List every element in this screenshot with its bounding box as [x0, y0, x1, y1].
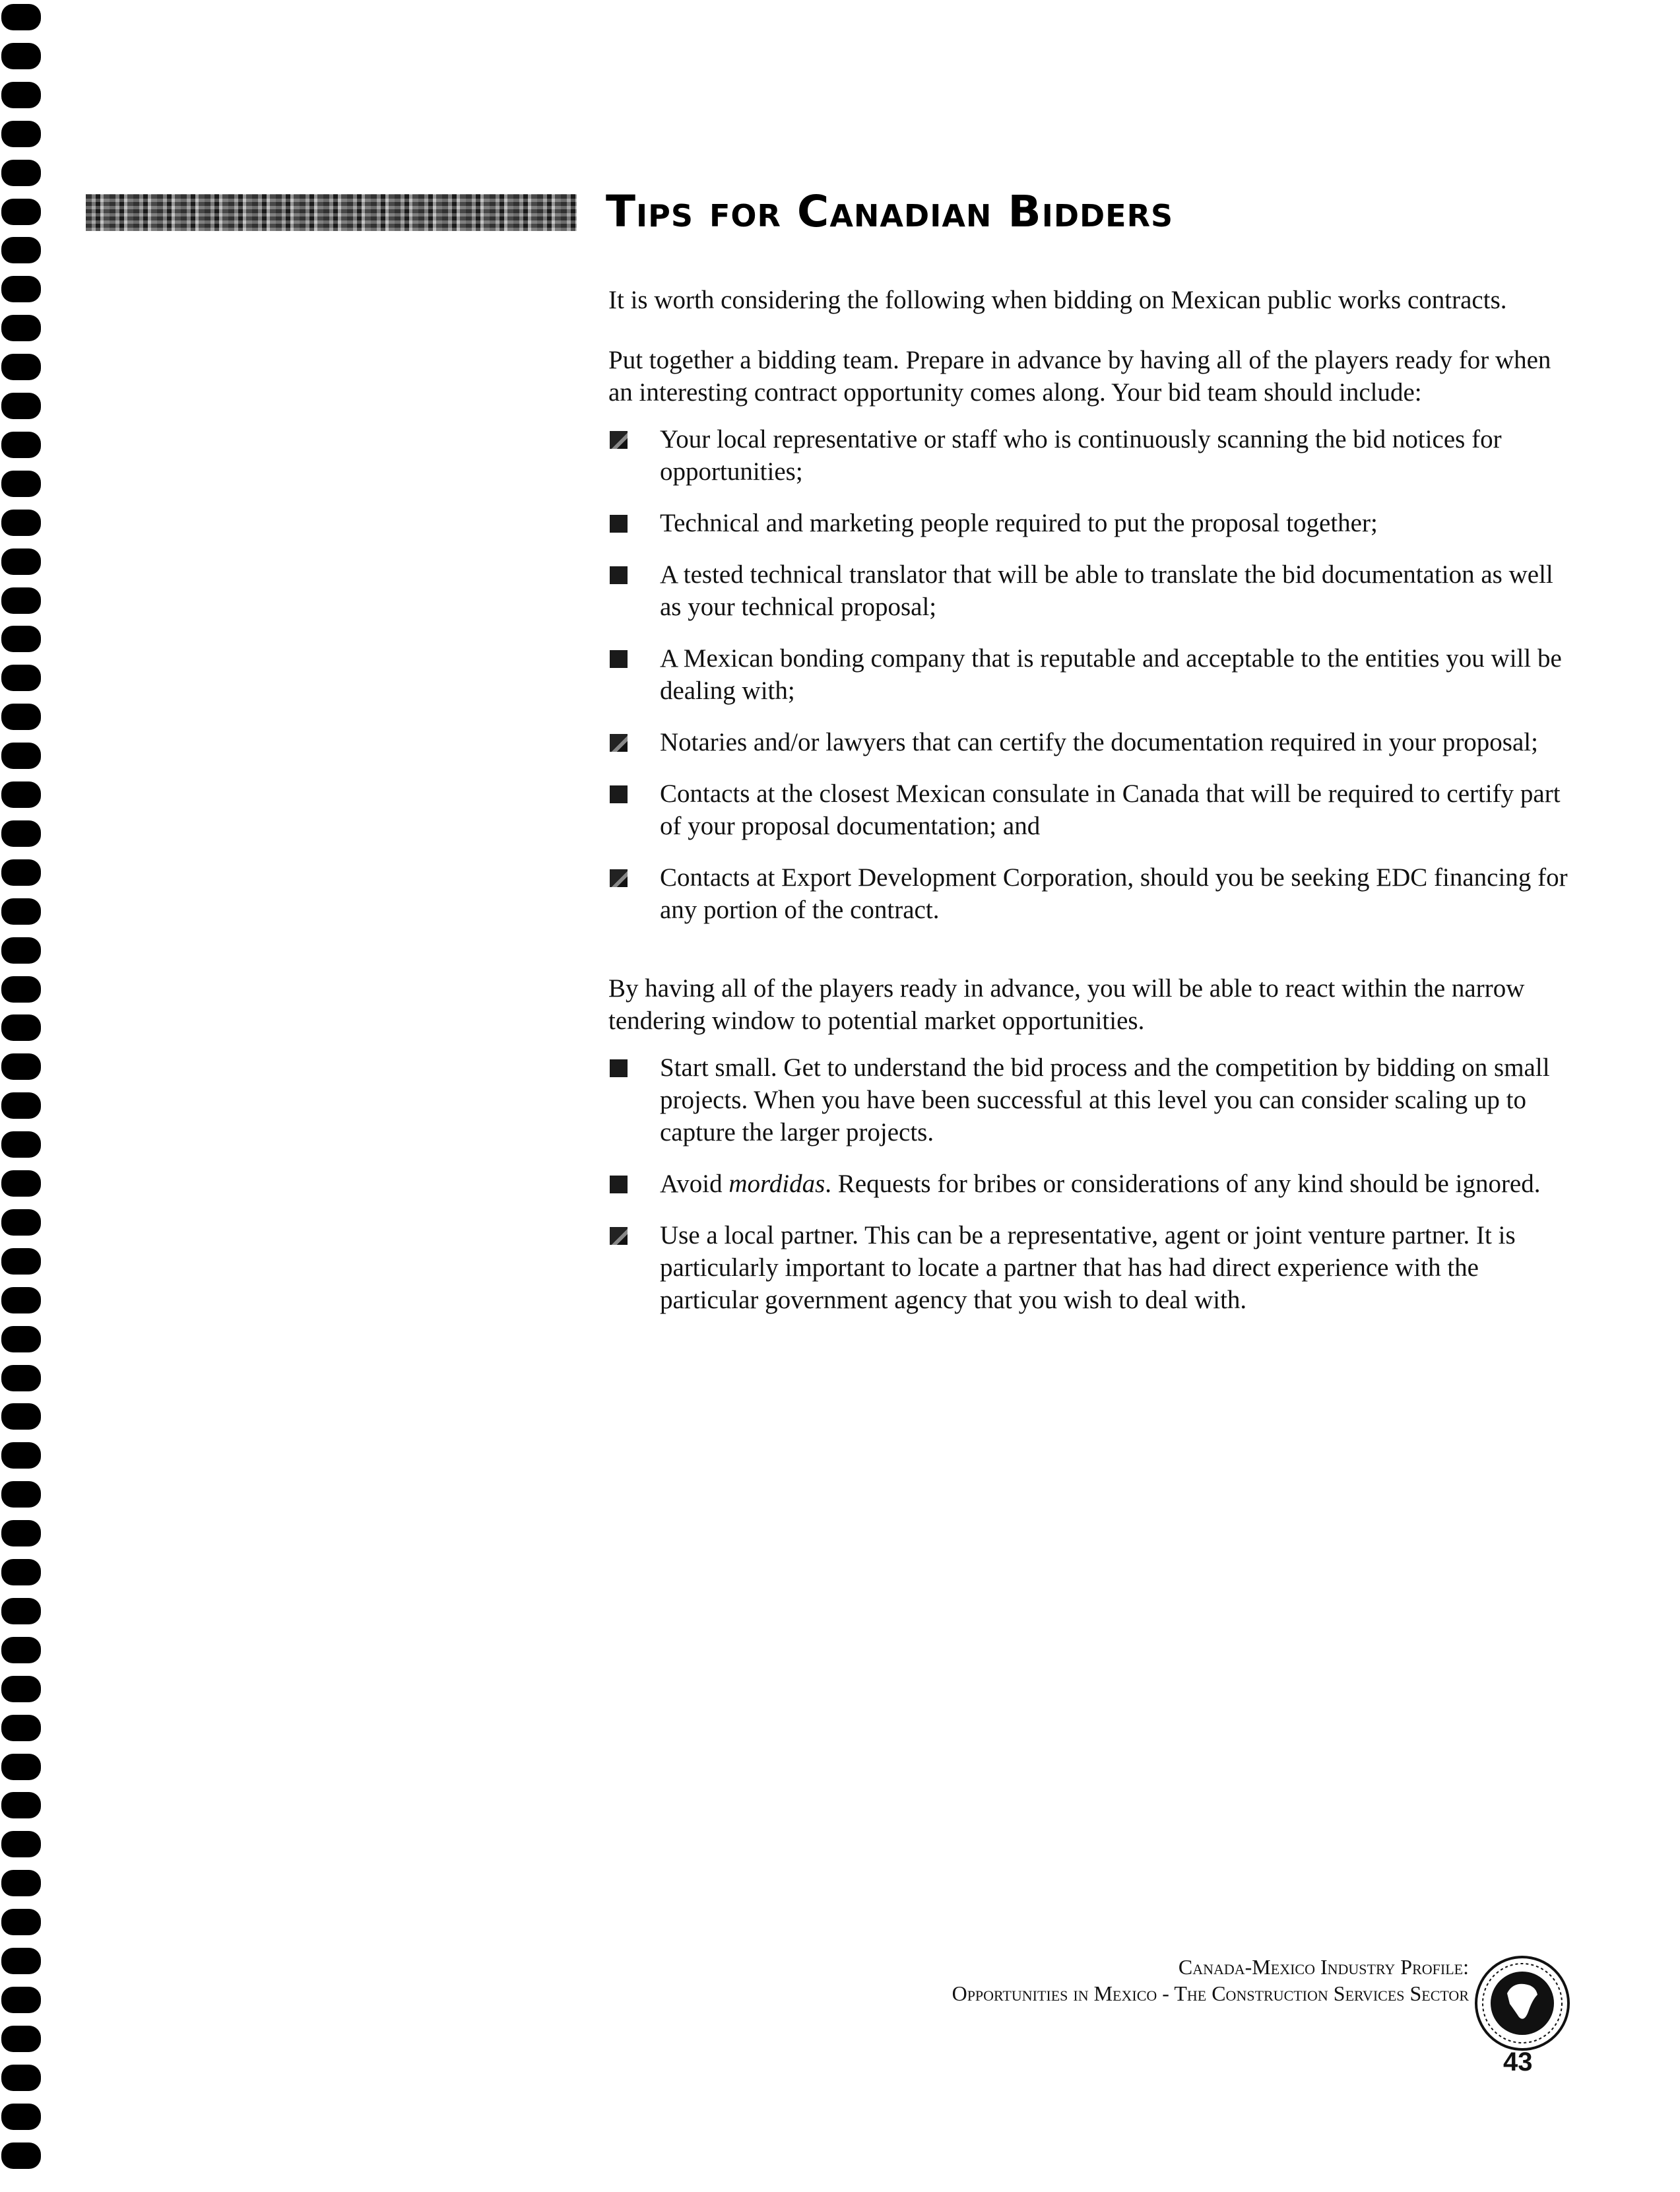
binding-hole	[1, 1754, 41, 1780]
list-item: Start small. Get to understand the bid process and the competition by bidding on small projects. When you have been successful at this level you can consider scaling up to capture the larger projects.	[608, 1051, 1578, 1148]
main-content	[608, 284, 1578, 1335]
tips-list	[608, 1051, 1578, 1316]
globe-seal-icon	[1473, 1954, 1572, 2053]
binding-hole	[1, 1403, 41, 1430]
binding-hole	[1, 626, 41, 652]
binding-hole	[1, 743, 41, 769]
binding-hole	[1, 1209, 41, 1236]
binding-hole	[1, 1170, 41, 1197]
binding-hole	[1, 199, 41, 225]
binding-hole	[1, 704, 41, 730]
list-item: Avoid mordidas. Requests for bribes or considerations of any kind should be ignored.	[608, 1168, 1578, 1200]
binding-hole	[1, 859, 41, 886]
square-bullet-icon	[610, 1176, 628, 1193]
binding-hole	[1, 237, 41, 263]
square-bullet-icon	[610, 650, 628, 668]
binding-hole	[1, 1715, 41, 1741]
binding-hole	[1, 1053, 41, 1080]
binding-hole	[1, 2104, 41, 2130]
binding-hole	[1, 1559, 41, 1585]
list-item: Notaries and/or lawyers that can certify the documentation required in your proposal;	[608, 726, 1578, 758]
binding-hole	[1, 1870, 41, 1896]
binding-hole	[1, 1131, 41, 1158]
list-item: A Mexican bonding company that is reputable and acceptable to the entities you will be dealing with;	[608, 642, 1578, 707]
page-number: 43	[1503, 2047, 1533, 2076]
binding-hole	[1, 1909, 41, 1935]
binding-hole	[1, 354, 41, 380]
square-bullet-icon	[610, 566, 628, 584]
binding-hole	[1, 587, 41, 614]
binding-hole	[1, 820, 41, 847]
square-bullet-icon	[610, 515, 628, 533]
binding-hole	[1, 471, 41, 497]
binding-hole	[1, 548, 41, 575]
binding-hole	[1, 43, 41, 69]
square-bullet-icon	[610, 1227, 628, 1245]
binding-hole	[1, 1948, 41, 1974]
list-item: Your local representative or staff who is continuously scanning the bid notices for opportunities;	[608, 423, 1578, 488]
page-title: Tips for Canadian Bidders	[606, 186, 1174, 237]
team-paragraph: Put together a bidding team. Prepare in advance by having all of the players ready for when an interesting contract opportunity comes along. Your bid team should include:	[608, 346, 1551, 407]
intro-paragraph: It is worth considering the following when bidding on Mexican public works contracts.	[608, 286, 1507, 314]
italic-term: mordidas	[728, 1170, 825, 1198]
binding-hole	[1, 2065, 41, 2091]
square-bullet-icon	[610, 431, 628, 449]
binding-hole	[1, 2026, 41, 2052]
team-list	[608, 423, 1578, 926]
binding-hole	[1, 898, 41, 925]
binding-hole	[1, 665, 41, 691]
square-bullet-icon	[610, 869, 628, 887]
binding-hole	[1, 315, 41, 341]
footer-line-1: Canada-Mexico Industry Profile:	[1178, 1955, 1469, 1979]
binding-hole	[1, 976, 41, 1003]
binding-hole	[1, 1326, 41, 1352]
binding-hole	[1, 1481, 41, 1508]
spiral-binding	[0, 0, 53, 2192]
list-item: A tested technical translator that will be able to translate the bid documentation as well as your technical proposal;	[608, 558, 1578, 623]
binding-hole	[1, 82, 41, 108]
list-item: Use a local partner. This can be a representative, agent or joint venture partner. It is particularly important to locate a partner that has had direct experience with the particular government agency that you wish to deal with.	[608, 1219, 1578, 1316]
binding-hole	[1, 121, 41, 147]
binding-hole	[1, 1520, 41, 1546]
binding-hole	[1, 1792, 41, 1818]
binding-hole	[1, 1014, 41, 1041]
binding-hole	[1, 1092, 41, 1119]
binding-hole	[1, 1987, 41, 2013]
binding-hole	[1, 781, 41, 808]
list-item: Contacts at Export Development Corporation, should you be seeking EDC financing for any portion of the contract.	[608, 861, 1578, 926]
binding-hole	[1, 1598, 41, 1624]
footer-title	[952, 1954, 1469, 2007]
binding-hole	[1, 1831, 41, 1857]
binding-hole	[1, 276, 41, 302]
binding-hole	[1, 393, 41, 419]
binding-hole	[1, 4, 41, 30]
advance-paragraph: By having all of the players ready in advance, you will be able to react within the narrow tendering window to potential market opportunities.	[608, 974, 1525, 1035]
footer-line-2: Opportunities in Mexico - The Construction Services Sector	[952, 1981, 1469, 2005]
binding-hole	[1, 510, 41, 536]
binding-hole	[1, 1637, 41, 1663]
binding-hole	[1, 1442, 41, 1469]
binding-hole	[1, 1365, 41, 1391]
binding-hole	[1, 937, 41, 964]
square-bullet-icon	[610, 1059, 628, 1077]
binding-hole	[1, 1287, 41, 1313]
square-bullet-icon	[610, 785, 628, 803]
header-band	[86, 194, 577, 231]
binding-hole	[1, 160, 41, 186]
binding-hole	[1, 1676, 41, 1702]
square-bullet-icon	[610, 734, 628, 752]
binding-hole	[1, 432, 41, 458]
binding-hole	[1, 2142, 41, 2169]
binding-hole	[1, 1248, 41, 1275]
list-item: Contacts at the closest Mexican consulate in Canada that will be required to certify part of your proposal documentation; and	[608, 778, 1578, 842]
list-item: Technical and marketing people required to put the proposal together;	[608, 507, 1578, 539]
